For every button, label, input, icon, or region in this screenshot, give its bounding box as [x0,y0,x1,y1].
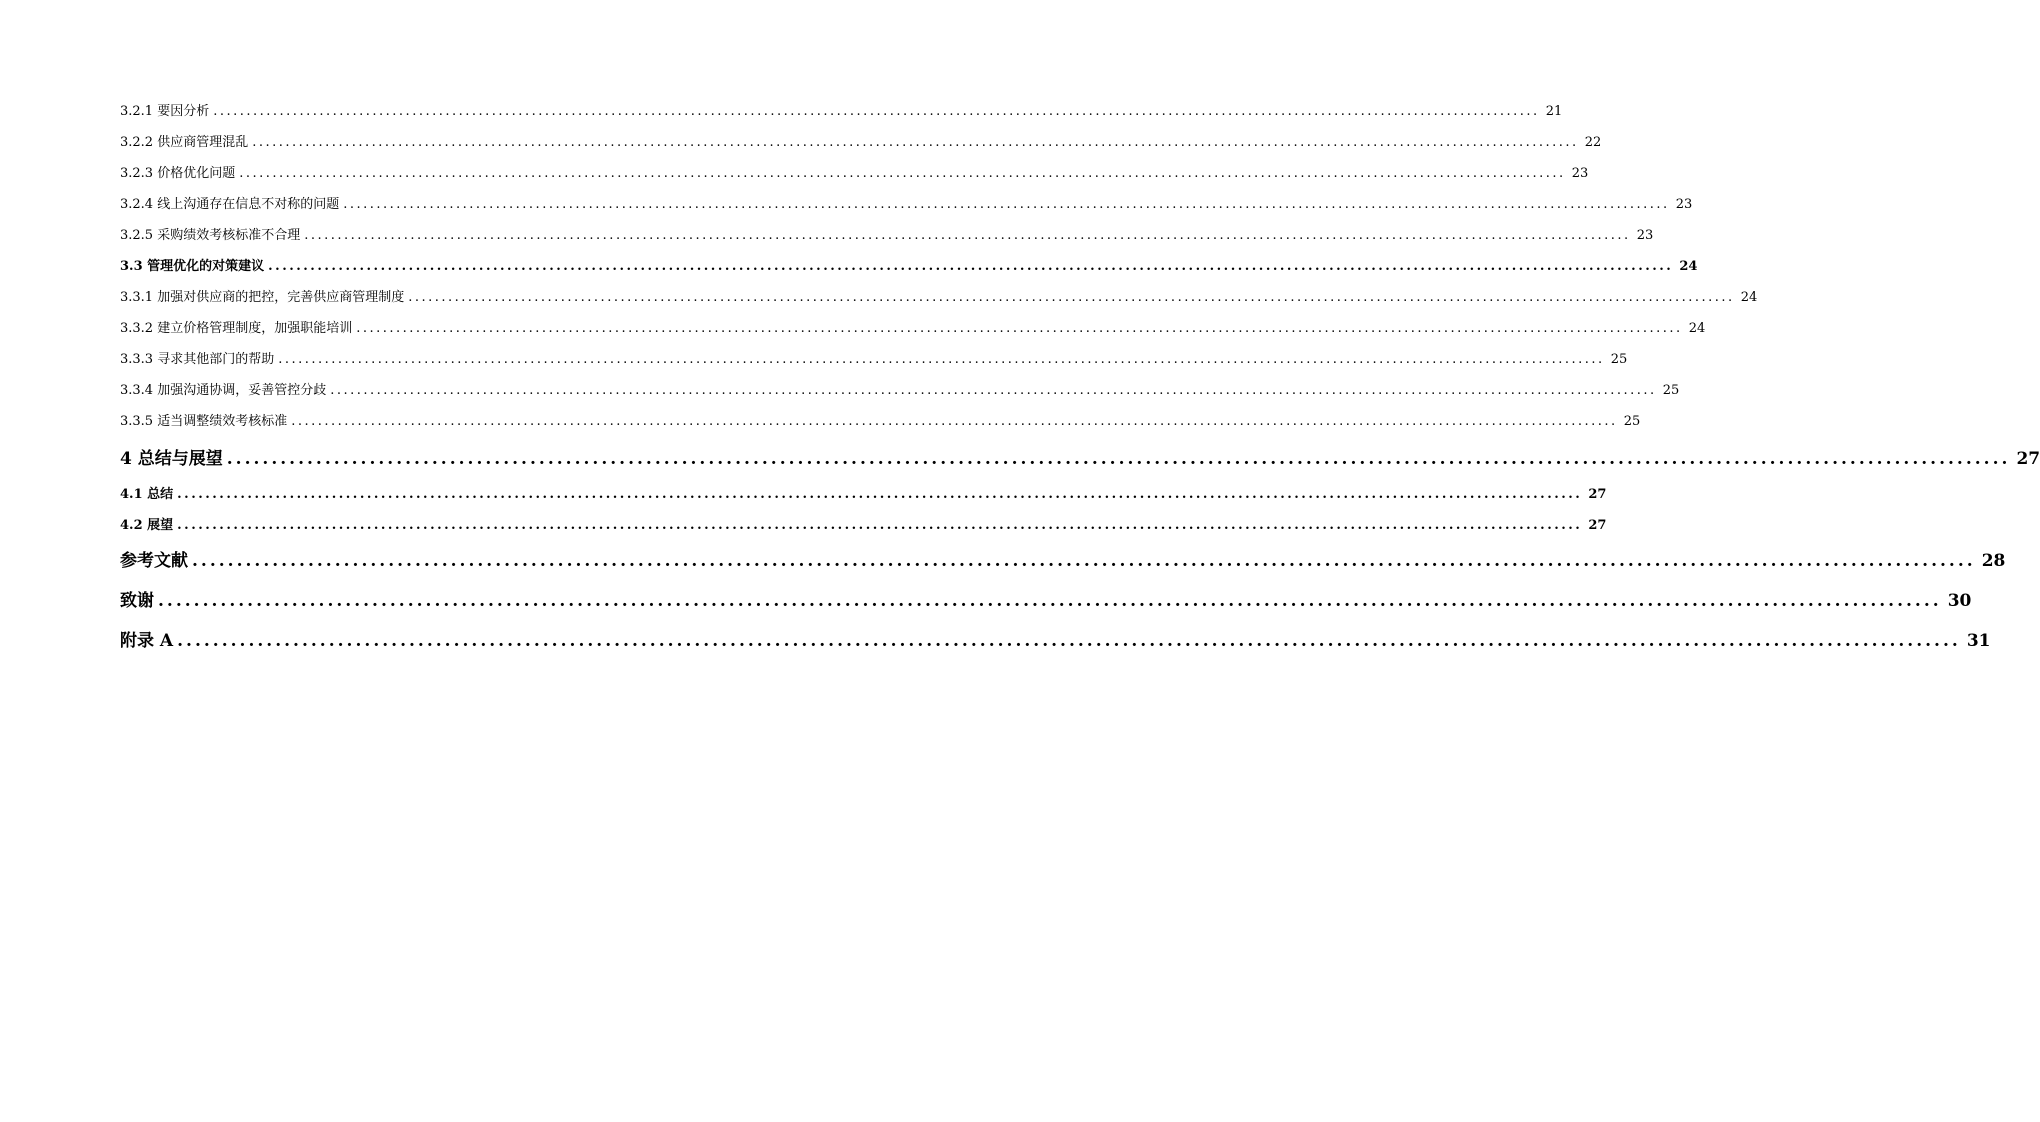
toc-entry-label: 4 总结与展望 [120,449,223,469]
toc-page-number: 23 [1571,166,1589,181]
toc-entry-label: 3.2.5 采购绩效考核标准不合理 [120,228,301,243]
toc-leader-dots: ........................................................................................................................................................................................................ [252,135,1579,150]
toc-entry-label: 3.3.2 建立价格管理制度，加强职能培训 [120,321,353,336]
toc-leader-dots: ........................................................................................................................................................................................................ [291,414,1618,429]
toc-entry-label: 3.3.1 加强对供应商的把控，完善供应商管理制度 [120,290,405,305]
toc-chapter-entry[interactable] [120,581,1972,621]
toc-entry-label: 3.3 管理优化的对策建议 [120,259,265,274]
toc-chapter-entry[interactable] [120,541,2006,581]
toc-leader-dots: ........................................................................................................................................................................................................ [226,449,2011,469]
toc-leader-dots: ........................................................................................................................................................................................................ [268,259,1674,274]
toc-leader-dots: ........................................................................................................................................................................................................ [304,228,1631,243]
toc-leader-dots: ........................................................................................................................................................................................................ [408,290,1735,305]
toc-entry[interactable] [120,220,1654,251]
toc-leader-dots: ........................................................................................................................................................................................................ [239,166,1566,181]
toc-page-number: 24 [1688,321,1706,336]
toc-page-number: 25 [1662,383,1680,398]
toc-entry[interactable] [120,282,1758,313]
toc-entry-label: 3.3.4 加强沟通协调，妥善管控分歧 [120,383,327,398]
toc-entry-label: 4.1 总结 [120,487,174,502]
toc-page-number: 28 [1981,551,2006,571]
toc-chapter-entry[interactable] [120,621,1991,661]
toc-page-number: 21 [1545,104,1563,119]
toc-page-number: 31 [1966,631,1991,651]
toc-entry[interactable] [120,406,1641,437]
toc-entry-label: 3.3.5 适当调整绩效考核标准 [120,414,288,429]
toc-entry[interactable] [120,375,1680,406]
toc-entry-label: 附录 A [120,631,174,651]
toc-leader-dots: ........................................................................................................................................................................................................ [177,631,1961,651]
toc-page-number: 27 [1588,487,1607,502]
toc-chapter-entry[interactable] [120,439,2040,479]
toc-entry[interactable] [120,96,1563,127]
toc-entry[interactable] [120,313,1706,344]
toc-section-entry[interactable] [120,251,1698,282]
toc-entry-label: 参考文献 [120,551,188,571]
toc-entry[interactable] [120,344,1628,375]
toc-entry[interactable] [120,158,1589,189]
toc-page-number: 24 [1740,290,1758,305]
toc-page-number: 22 [1584,135,1602,150]
toc-entry-label: 致谢 [120,591,154,611]
toc-entry-label: 3.2.3 价格优化问题 [120,166,236,181]
toc-leader-dots: ........................................................................................................................................................................................................ [330,383,1657,398]
toc-leader-dots: ........................................................................................................................................................................................................ [177,518,1583,533]
toc-leader-dots: ........................................................................................................................................................................................................ [343,197,1670,212]
toc-page-number: 30 [1947,591,1972,611]
toc-leader-dots: ........................................................................................................................................................................................................ [213,104,1540,119]
toc-page-number: 24 [1679,259,1698,274]
toc-entry-label: 3.2.2 供应商管理混乱 [120,135,249,150]
toc-page-number: 27 [2016,449,2040,469]
toc-entry[interactable] [120,189,1693,220]
toc-leader-dots: ........................................................................................................................................................................................................ [192,551,1976,571]
toc-entry-label: 3.3.3 寻求其他部门的帮助 [120,352,275,367]
toc-page-number: 27 [1588,518,1607,533]
toc-page-number: 23 [1675,197,1693,212]
toc-page-number: 23 [1636,228,1654,243]
toc-entry-label: 3.2.1 要因分析 [120,104,210,119]
toc-entry-label: 4.2 展望 [120,518,174,533]
toc-section-entry[interactable] [120,510,1607,541]
toc-leader-dots: ........................................................................................................................................................................................................ [158,591,1942,611]
toc-page-number: 25 [1610,352,1628,367]
toc-page-number: 25 [1623,414,1641,429]
toc-entry-label: 3.2.4 线上沟通存在信息不对称的问题 [120,197,340,212]
toc-leader-dots: ........................................................................................................................................................................................................ [177,487,1583,502]
toc-leader-dots: ........................................................................................................................................................................................................ [278,352,1605,367]
toc-section-entry[interactable] [120,479,1607,510]
toc-leader-dots: ........................................................................................................................................................................................................ [356,321,1683,336]
table-of-contents [120,96,2040,661]
toc-entry[interactable] [120,127,1602,158]
